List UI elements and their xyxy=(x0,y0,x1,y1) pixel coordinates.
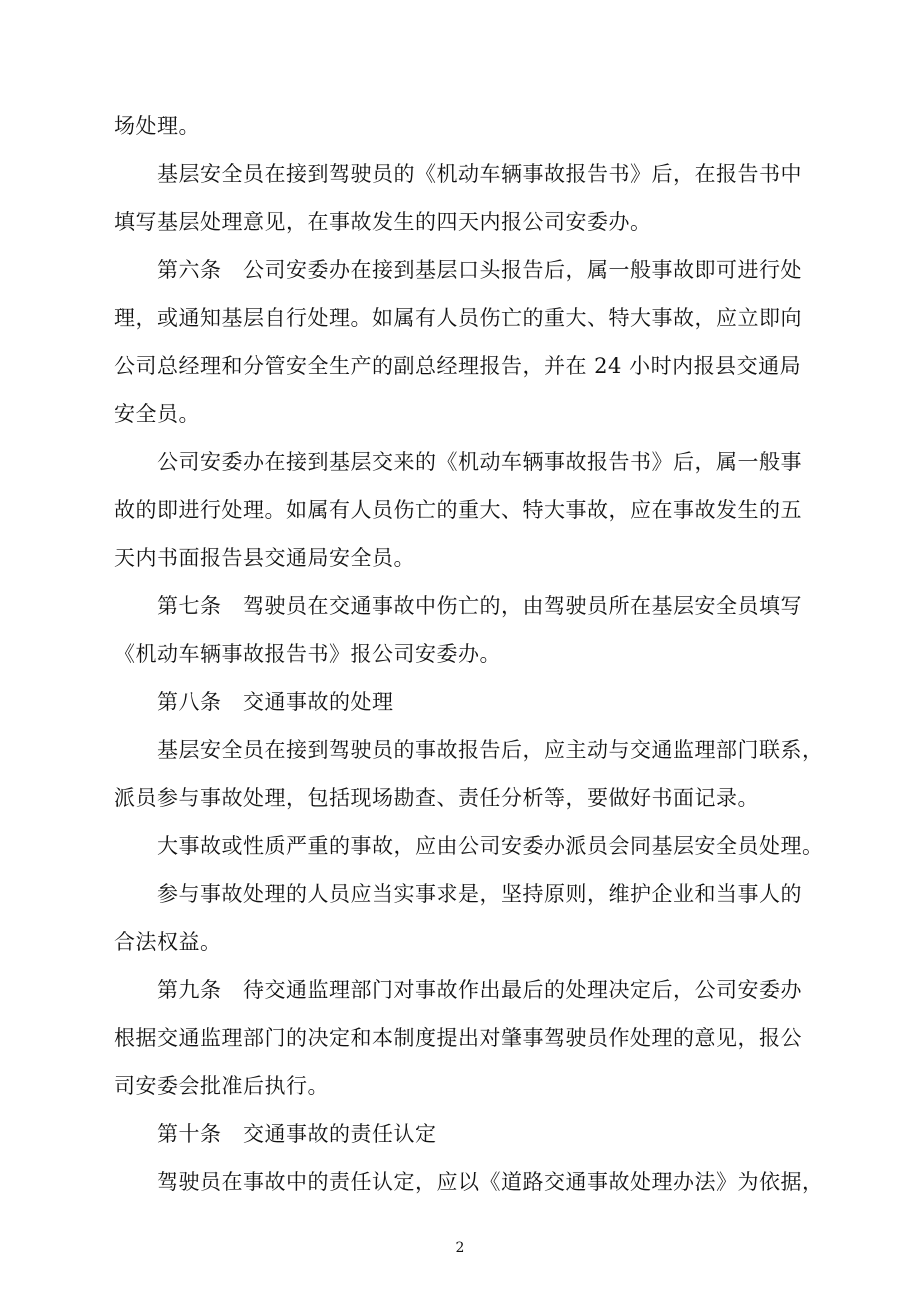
text-line: 故的即进行处理。如属有人员伤亡的重大、特大事故，应在事故发生的五 xyxy=(114,498,802,522)
text-line: 场处理。 xyxy=(114,114,200,138)
text-line: 第七条 驾驶员在交通事故中伤亡的，由驾驶员所在基层安全员填写 xyxy=(157,594,802,618)
text-line: 派员参与事故处理，包括现场勘查、责任分析等，要做好书面记录。 xyxy=(114,786,759,810)
text-line: 安全员。 xyxy=(114,402,200,426)
text-line: 合法权益。 xyxy=(114,930,222,954)
text-line: 大事故或性质严重的事故，应由公司安委办派员会同基层安全员处理。 xyxy=(157,834,824,858)
text-line: 第九条 待交通监理部门对事故作出最后的处理决定后，公司安委办 xyxy=(157,978,802,1002)
text-line: 基层安全员在接到驾驶员的《机动车辆事故报告书》后，在报告书中 xyxy=(157,162,802,186)
text-line: 理，或通知基层自行处理。如属有人员伤亡的重大、特大事故，应立即向 xyxy=(114,306,802,330)
text-line: 公司总经理和分管安全生产的副总经理报告，并在 24 小时内报县交通局 xyxy=(114,354,802,378)
text-line: 第六条 公司安委办在接到基层口头报告后，属一般事故即可进行处 xyxy=(157,258,802,282)
text-line: 《机动车辆事故报告书》报公司安委办。 xyxy=(114,642,501,666)
text-line: 第八条 交通事故的处理 xyxy=(157,690,394,714)
text-line: 参与事故处理的人员应当实事求是，坚持原则，维护企业和当事人的 xyxy=(157,882,802,906)
text-line: 公司安委办在接到基层交来的《机动车辆事故报告书》后，属一般事 xyxy=(157,450,802,474)
text-line: 根据交通监理部门的决定和本制度提出对肇事驾驶员作处理的意见，报公 xyxy=(114,1026,802,1050)
text-line: 第十条 交通事故的责任认定 xyxy=(157,1122,437,1146)
text-line: 司安委会批准后执行。 xyxy=(114,1074,329,1098)
text-line: 基层安全员在接到驾驶员的事故报告后，应主动与交通监理部门联系， xyxy=(157,738,824,762)
text-line: 驾驶员在事故中的责任认定，应以《道路交通事故处理办法》为依据， xyxy=(157,1170,824,1194)
text-line: 天内书面报告县交通局安全员。 xyxy=(114,546,415,570)
text-line: 填写基层处理意见，在事故发生的四天内报公司安委办。 xyxy=(114,210,652,234)
page-number: 2 xyxy=(455,1240,465,1256)
